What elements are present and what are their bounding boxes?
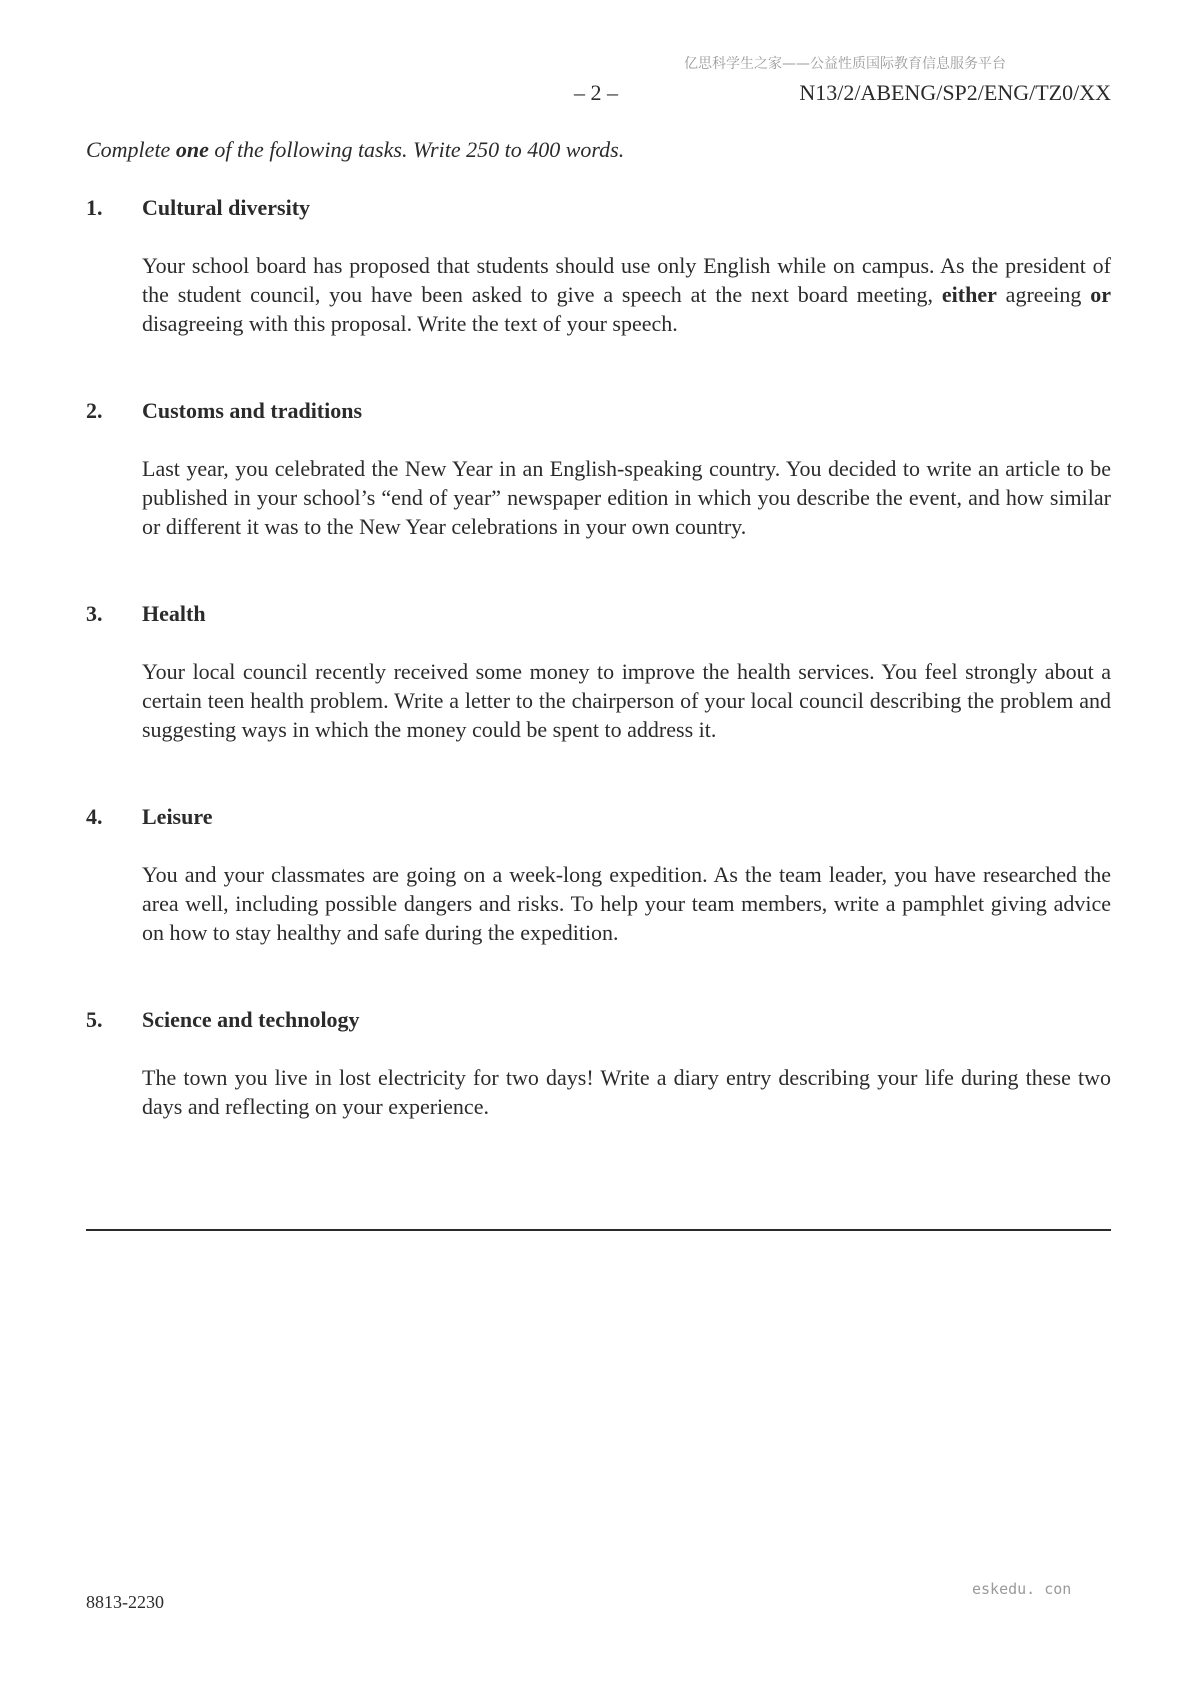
task-number: 5.	[86, 1007, 103, 1032]
task-number: 1.	[86, 195, 103, 220]
end-rule	[86, 1229, 1111, 1231]
instructions-after: of the following tasks. Write 250 to 400 words.	[208, 137, 625, 162]
header-watermark: 亿思科学生之家——公益性质国际教育信息服务平台	[684, 56, 1006, 72]
footer-watermark: eskedu. con	[972, 1580, 1072, 1598]
task-number: 3.	[86, 601, 103, 626]
task-body-text: Your school board has proposed that students should use only English while on campus. As the president of the student council, you have been asked to give a speech at the next board meeting,	[142, 253, 1111, 307]
task-title: Cultural diversity	[142, 195, 311, 220]
task-title: Health	[142, 601, 206, 626]
paper-code: N13/2/ABENG/SP2/ENG/TZ0/XX	[799, 80, 1111, 105]
task-body: Last year, you celebrated the New Year in an English-speaking country. You decided to write an article to be published in your school’s “end of year” newspaper edition in which you describe the event, and how similar or different it was to the New Year celebrations in your own country.	[142, 456, 1111, 539]
task-body-bold-or: or	[1090, 282, 1112, 307]
task-title: Leisure	[142, 804, 213, 829]
task-number: 2.	[86, 398, 103, 423]
task-title: Customs and traditions	[142, 398, 363, 423]
task-body-text: agreeing	[996, 282, 1091, 307]
task-title: Science and technology	[142, 1007, 360, 1032]
instructions	[86, 137, 624, 163]
instructions-before: Complete	[86, 137, 176, 162]
instructions-emphasis: one	[175, 137, 209, 162]
task-body: You and your classmates are going on a week-long expedition. As the team leader, you have researched the area well, including possible dangers and risks. To help your team members, write a pamphlet giving advice on how to stay healthy and safe during the expedition.	[142, 862, 1111, 945]
footer-code: 8813-2230	[86, 1592, 164, 1612]
task-body	[142, 251, 1111, 338]
task-body-text: disagreeing with this proposal. Write the text of your speech.	[142, 311, 678, 336]
task-body: The town you live in lost electricity for two days! Write a diary entry describing your life during these two days and reflecting on your experience.	[142, 1065, 1111, 1119]
page-number: – 2 –	[574, 80, 618, 105]
task-body: Your local council recently received some money to improve the health services. You feel strongly about a certain teen health problem. Write a letter to the chairperson of your local council describing the problem and suggesting ways in which the money could be spent to address it.	[142, 659, 1111, 742]
task-body-bold-either: either	[941, 282, 997, 307]
task-number: 4.	[86, 804, 103, 829]
